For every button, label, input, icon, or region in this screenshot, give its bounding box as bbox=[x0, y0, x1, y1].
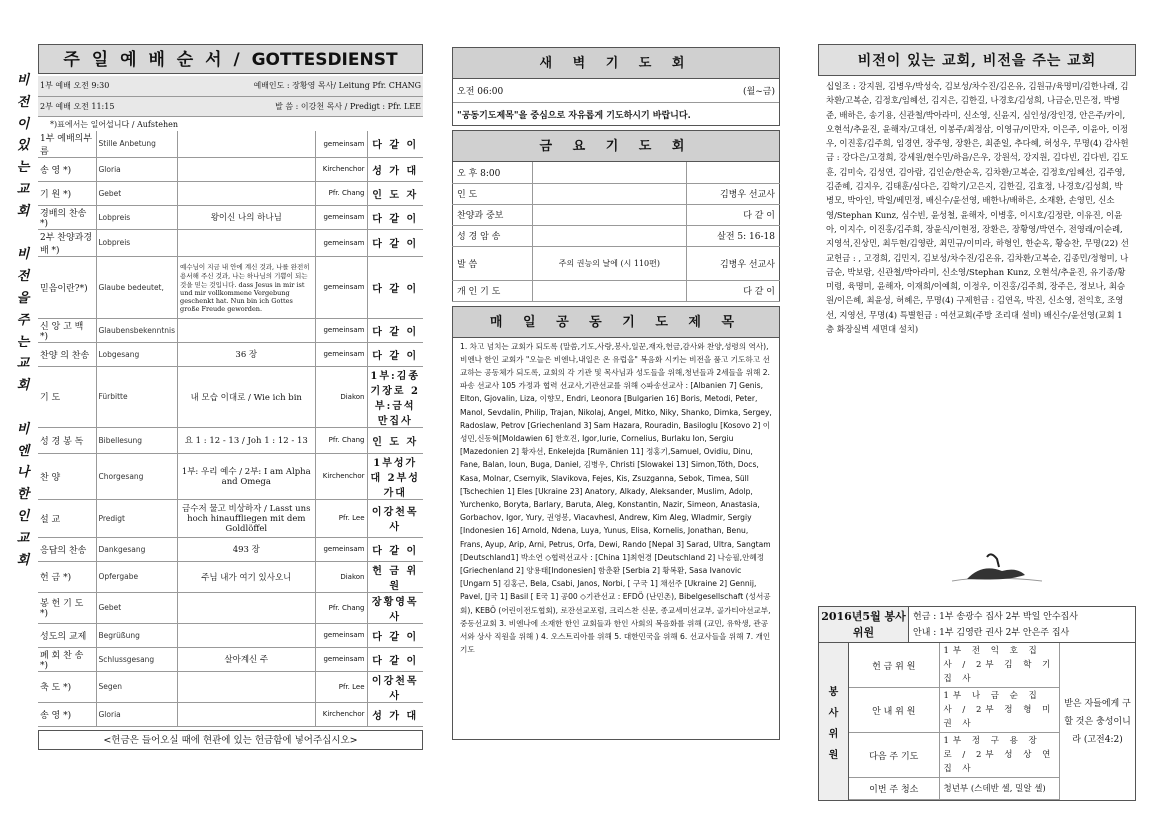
duty-table bbox=[849, 643, 1059, 800]
service-who: gemeinsam bbox=[315, 623, 367, 647]
dawn-days: (월~금) bbox=[743, 87, 775, 97]
friday-cell: 성 경 암 송 bbox=[453, 225, 533, 246]
service-person: 성 가 대 bbox=[367, 702, 423, 726]
service-row bbox=[38, 157, 423, 181]
service-name: 응답의 찬송 bbox=[38, 537, 96, 561]
friday-cell: 다 같 이 bbox=[686, 280, 779, 301]
duty-vchar: 봉 bbox=[828, 686, 839, 698]
service-who: gemeinsam bbox=[315, 647, 367, 671]
service-row bbox=[38, 256, 423, 318]
service-times: 1부 예배 오전 9:30 예배인도 : 장황영 목사/ Leitung Pfr. CHANG 2부 예배 오전 11:15 발 씀 : 이강천 목사 / Predigt : Pfr. LEE bbox=[38, 76, 423, 117]
service-who: Pfr. Chang bbox=[315, 181, 367, 205]
service-name: 경배의 찬송 *) bbox=[38, 205, 96, 229]
worship-order bbox=[38, 44, 423, 750]
vertical-char: 있 bbox=[16, 138, 30, 154]
service-person: 헌 금 위 원 bbox=[367, 561, 423, 592]
duty-roster bbox=[818, 606, 1136, 801]
service-content bbox=[178, 702, 315, 726]
offering-column bbox=[818, 44, 1136, 531]
service-row bbox=[38, 623, 423, 647]
friday-row bbox=[453, 183, 780, 204]
service-person: 다 같 이 bbox=[367, 229, 423, 256]
service-name: 믿음이란?*) bbox=[38, 256, 96, 318]
service-person: 다 같 이 bbox=[367, 537, 423, 561]
service-name: 성도의 교제 bbox=[38, 623, 96, 647]
service-who: Kirchenchor bbox=[315, 157, 367, 181]
vertical-char: 나 bbox=[16, 465, 30, 481]
service-german: Gebet bbox=[96, 592, 178, 623]
service-person: 이강천목사 bbox=[367, 499, 423, 537]
service-person: 다 같 이 bbox=[367, 205, 423, 229]
service-person: 인 도 자 bbox=[367, 181, 423, 205]
service-person: 인 도 자 bbox=[367, 427, 423, 453]
service-content bbox=[178, 131, 315, 158]
friday-cell: 찬양과 중보 bbox=[453, 204, 533, 225]
service-german: Begrüßung bbox=[96, 623, 178, 647]
friday-row bbox=[453, 225, 780, 246]
service-content: 금수저 물고 비상하자 / Lasst uns hoch hinauffliegen mit dem Goldlöffel bbox=[178, 499, 315, 537]
friday-table bbox=[452, 162, 780, 302]
service-who: Pfr. Chang bbox=[315, 592, 367, 623]
service-name: 성 경 봉 독 bbox=[38, 427, 96, 453]
service-german: Segen bbox=[96, 671, 178, 702]
service-content bbox=[178, 157, 315, 181]
friday-cell: 김병우 선교사 bbox=[686, 246, 779, 280]
duty-cell: 헌 금 위 원 bbox=[849, 643, 939, 688]
offering-footer: <헌금은 들어오실 때에 현관에 있는 헌금함에 넣어주십시오> bbox=[38, 730, 423, 750]
stand-note: *)표에서는 일어섭니다 / Aufstehen bbox=[50, 119, 178, 129]
dawn-time: 오전 06:00 bbox=[457, 87, 504, 97]
duty-row bbox=[849, 733, 1059, 778]
vertical-char: 을 bbox=[16, 290, 30, 306]
service-row bbox=[38, 318, 423, 342]
friday-cell bbox=[686, 162, 779, 183]
service-name: 설 교 bbox=[38, 499, 96, 537]
service-who: gemeinsam bbox=[315, 537, 367, 561]
service-german: Gebet bbox=[96, 181, 178, 205]
service-who: gemeinsam bbox=[315, 342, 367, 366]
duty-row bbox=[849, 778, 1059, 800]
vertical-char: 회 bbox=[16, 203, 30, 219]
service-name: 2부 찬양과경배 *) bbox=[38, 229, 96, 256]
friday-cell bbox=[533, 280, 687, 301]
duty-row bbox=[849, 688, 1059, 733]
service-who: Diakon bbox=[315, 366, 367, 427]
service-who: Pfr. Lee bbox=[315, 671, 367, 702]
service-who: gemeinsam bbox=[315, 205, 367, 229]
friday-cell bbox=[533, 183, 687, 204]
service-name: 찬 양 bbox=[38, 453, 96, 499]
service-person: 성 가 대 bbox=[367, 157, 423, 181]
service-content bbox=[178, 318, 315, 342]
vertical-char: 교 bbox=[16, 356, 30, 372]
duty-verse: 받은 자들에게 구할 것은 충성이니라 (고전4:2) bbox=[1059, 643, 1135, 800]
vertical-char: 비 bbox=[16, 73, 30, 88]
service-person: 이강천목사 bbox=[367, 671, 423, 702]
duty-cell: 1부 나 금 순 집 사 / 2부 정 형 미 권 사 bbox=[939, 688, 1059, 733]
service-name: 송 영 *) bbox=[38, 157, 96, 181]
friday-cell bbox=[533, 204, 687, 225]
friday-row bbox=[453, 280, 780, 301]
service-row bbox=[38, 499, 423, 537]
friday-cell: 인 도 bbox=[453, 183, 533, 204]
service-row bbox=[38, 229, 423, 256]
service-german: Predigt bbox=[96, 499, 178, 537]
service-person: 1부:김종기장로 2부:금석만집사 bbox=[367, 366, 423, 427]
duty-cell: 청년부 (스데반 셀, 밀알 셀) bbox=[939, 778, 1059, 800]
service-name: 축 도 *) bbox=[38, 671, 96, 702]
duty-top-guide: 안내 : 1부 김영란 권사 2부 안은주 집사 bbox=[913, 628, 1070, 638]
friday-row bbox=[453, 204, 780, 225]
vertical-char: 이 bbox=[16, 116, 30, 132]
service-row bbox=[38, 647, 423, 671]
worship-title: 주 일 예 배 순 서 / GOTTESDIENST bbox=[38, 44, 423, 74]
service-name: 봉 헌 기 도 *) bbox=[38, 592, 96, 623]
service-row bbox=[38, 427, 423, 453]
service-content bbox=[178, 671, 315, 702]
duty-top-offering: 헌금 : 1부 송광수 집사 2부 박일 안수집사 bbox=[913, 612, 1078, 622]
vertical-char: 는 bbox=[16, 334, 30, 350]
vertical-char: 회 bbox=[16, 378, 30, 394]
vertical-char: 교 bbox=[16, 181, 30, 197]
friday-cell bbox=[533, 162, 687, 183]
service-row bbox=[38, 366, 423, 427]
friday-cell: 김병우 선교사 bbox=[686, 183, 779, 204]
duty-cell: 안 내 위 원 bbox=[849, 688, 939, 733]
dawn-title: 새 벽 기 도 회 bbox=[452, 47, 780, 79]
service-who: Pfr. Chang bbox=[315, 427, 367, 453]
vertical-char: 한 bbox=[16, 487, 30, 503]
service-german: Schlussgesang bbox=[96, 647, 178, 671]
service-german: Chorgesang bbox=[96, 453, 178, 499]
vertical-char: 전 bbox=[16, 94, 30, 110]
service-row bbox=[38, 131, 423, 158]
vertical-char: 엔 bbox=[16, 443, 30, 459]
duty-row bbox=[849, 643, 1059, 688]
service-german: Stille Anbetung bbox=[96, 131, 178, 158]
service-name: 송 영 *) bbox=[38, 702, 96, 726]
friday-cell: 살전 5: 16-18 bbox=[686, 225, 779, 246]
service-row bbox=[38, 453, 423, 499]
service-who: gemeinsam bbox=[315, 318, 367, 342]
duty-cell: 이번 주 청소 bbox=[849, 778, 939, 800]
service-person: 장황영목사 bbox=[367, 592, 423, 623]
service-who: Kirchenchor bbox=[315, 453, 367, 499]
service-content: 요 1 : 12 - 13 / Joh 1 : 12 - 13 bbox=[178, 427, 315, 453]
service-content: 예수님이 지금 내 안에 계신 것과, 나를 완전히 용서해 주신 것과, 나는 하나님의 기쁨이 되는 것을 믿는 것입니다. dass Jesus in mir ist und mir vollkommene Vergebung geschenkt hat. Nun bin ich Gottes große Freude geworden. bbox=[178, 256, 315, 318]
service-name: 1부 예배의부름 bbox=[38, 131, 96, 158]
service-name: 헌 금 *) bbox=[38, 561, 96, 592]
service-who: Diakon bbox=[315, 561, 367, 592]
service-who: Pfr. Lee bbox=[315, 499, 367, 537]
service-content bbox=[178, 623, 315, 647]
duty-vchar: 사 bbox=[828, 707, 839, 719]
service-content: 493 장 bbox=[178, 537, 315, 561]
service-who: gemeinsam bbox=[315, 229, 367, 256]
service-row bbox=[38, 592, 423, 623]
vertical-char: 회 bbox=[16, 552, 30, 568]
service-row bbox=[38, 205, 423, 229]
service-content: 36 장 bbox=[178, 342, 315, 366]
service-content: 왕이신 나의 하나님 bbox=[178, 205, 315, 229]
service-content bbox=[178, 592, 315, 623]
duty-vchar: 위 bbox=[828, 728, 839, 740]
service-german: Glaube bedeutet, bbox=[96, 256, 178, 318]
service-content: 내 모습 이대로 / Wie ich bin bbox=[178, 366, 315, 427]
service-name: 신 앙 고 백 *) bbox=[38, 318, 96, 342]
daily-prayer-text: 1. 차고 넘치는 교회가 되도록 (말씀,기도,사랑,봉사,일꾼,재자,헌금,감사와 찬양,성령의 역사), 비엔나 한인 교회가 "오늘은 비엔나,내일은 온 유럽을" 복음화 시키는 비전을 품고 기도하고 선교하는 공동체가 되도록, 교회의 각 기관 및 목사님과 성도들을 위해,청년들과 2세들을 위해 2. 파송 선교사 105 가정과 협력 선교사,기관선교를 위해 ◇파송선교사 : [Albanien 7] Genis, Elton, Gjovalin, Liza, 이향모, Endri, Leonora [Bulgarien 16] Boris, Metodi, Peter, Manol, Sevdalin, Philip, Trajan, Nikolaj, Angel, Mitko, Niky, Shanko, Dimka, Sergey, Radoslaw, Petrov [Griechenland 3] Sam Hazara, Rouradin, Basiloglu [Kosovo 2] 이성민,신동혁[Moldawien 6] 한호진, Igor,Iurie, Cornelius, Burlaku Ion, Sergiu [Mazedonien 2] 황자선, Enkelejda [Rumänien 11] 정홍기,Samuel, Ovidiu, Dinu, Fane, Balan, Ioun, Buga, Daniel, 김병우, Christi [Slowakei 13] Simon,Tóth, Docs, Kasa, Molnar, Csernyik, Slavikova, Fejes, Kis, Zsuzganna, Sebok, Timea, Süll [Tschechien 1] Eles [Ukraine 23] Anatory, Alkady, Aleksander, Muslim, Adolp, Yurchenko, Boryta, Barlary, Baruta, Aleg, Konstantin, Nazir, Simeon, Anastasia, Gorbachov, Igor, Yury, 권영봉, Viacavhesl, Andrew, Kim Aleg, Wladmir, Sergiy [Indonesien 16] Arnold, Ndena, Luya, Yunus, Elisa, Kornelis, Jonathan, Benu, Frans, Ayup, Arip, Arni, Petrus, Orfa, Dewi, Rando [Nepal 3] Sarad, Ultra, Sangtam [Deutschland1] 박소연 ◇협력선교사 : [China 1]최현경 [Deutschland 2] 나승필,안혜정 [Griechenland 2] 양용태[Indonesien] 함춘환 [Serbia 2] 황복환, Sasa Ivanovic [Ungarn 5] 김홍근, Bela, Csabi, Janos, Norbi, [ 구국 1] 채선주 [Ukraine 2] Gennij, Pavel, [J국 1] Basil [ E국 1] 공00 ◇기관선교 : EFDÖ (난민촌), Bibelgesellschaft (성서공회), KEBÖ (어린이전도협회), 로잔선교포럼, 크리스찬 신문, 종교세미선교부, 골가티아선교부, 중동선교회 3. 비엔나에 소재한 한인 교회들과 한인 사회의 복음화를 위해 (교민, 유학생, 관공서와 상사 직원을 위해 ) 4. 오스트리아를 위해 5. 대한민국을 위해 6. 선교사들을 위해 7. 개인기도 bbox=[452, 338, 780, 740]
vertical-motto bbox=[14, 70, 32, 571]
service-german: Fürbitte bbox=[96, 366, 178, 427]
friday-cell bbox=[533, 225, 687, 246]
offering-text: 십일조 : 강지원, 김병우/박성숙, 김보성/차수진/김온유, 김원규/육명미/김한나래, 김차환/고복순, 김정호/임혜선, 김지은, 김한길, 나경호/김성희, 나금순,민은정, 박병준, 배하은, 송기용, 신관철/박아라미, 신소영, 신윤지, 심인성/장인경, 안은주/카이, 오현석/추윤진, 윤해자/고대선, 이봉주/최정삼, 이영규/이만자, 이은주, 이윤아, 이정우, 이진홍/김주희, 임경연, 장주영, 장환은, 최준일, 추다혜, 허성우, 무명(4) 감사헌금 : 강다은/고경희, 강세원/현수민/하음/은우, 강원석, 강지원, 김다빈, 김다빈, 김도훈, 김미숙, 김성연, 김아람, 김인순/한순옥, 김차환/고복순, 김정호/임혜선, 김주영, 김준혜, 김지우, 김태훈/심다은, 김학기/고은지, 김한길, 김효정, 나경호/김성희, 박병모, 박아인, 박일/베민정, 배신수/윤선영, 배한나/배하은, 소재환, 손영민, 신소영/Stephan Kunz, 심수빈, 윤성철, 윤해자, 이병홍, 이시호/김정란, 이유진, 이윤아, 이지수, 이진홍/김주희, 장윤식/이현정, 장환은, 장황영/박연수, 전영래/이순례, 지영석,진상민, 최두현/김영란, 최민규/이미라, 하형인, 한순옥, 황승찬, 무명(22) 선교헌금 : , 고경희, 김민지, 김보성/차수진/김온유, 김차환/고복순, 김종민/정형미, 나금순, 박보람, 신관철/박아라미, 신소영/Stephan Kunz, 오현석/추윤진, 유기종/황미령, 육명미, 윤해자, 이재희/이예희, 이정우, 이진홍/김주희, 장주은, 정보나, 최승원/이은혜, 최윤성, 허혜은, 무명(4) 구제헌금 : 김연옥, 박진, 신소영, 전익호, 조영선, 지영선, 무명(4) 특별헌금 : 여선교회(주방 조리대 설비) 배신수/윤선영(교회 1층 화장실벽 세면대 설치) bbox=[826, 81, 1129, 335]
friday-title: 금 요 기 도 회 bbox=[452, 130, 780, 162]
service-german: Opfergabe bbox=[96, 561, 178, 592]
service-german: Lobpreis bbox=[96, 229, 178, 256]
service-german: Dankgesang bbox=[96, 537, 178, 561]
duty-vchar: 원 bbox=[828, 749, 839, 761]
service-content: 1부: 우리 예수 / 2부: I am Alpha and Omega bbox=[178, 453, 315, 499]
offering-head: 비전이 있는 교회, 비전을 주는 교회 bbox=[818, 44, 1136, 76]
service-name: 찬양 의 찬송 bbox=[38, 342, 96, 366]
service-german: Lobgesang bbox=[96, 342, 178, 366]
friday-cell: 오 후 8:00 bbox=[453, 162, 533, 183]
service-content: 주님 내가 여기 있사오니 bbox=[178, 561, 315, 592]
service-person: 다 같 이 bbox=[367, 623, 423, 647]
dawn-note: "공동기도제목"을 중심으로 자유롭게 기도하시기 바랍니다. bbox=[457, 110, 691, 121]
service-person: 다 같 이 bbox=[367, 318, 423, 342]
service-content: 살아계신 주 bbox=[178, 647, 315, 671]
service-person: 다 같 이 bbox=[367, 647, 423, 671]
service-name: 폐 회 찬 송 *) bbox=[38, 647, 96, 671]
duty-cell: 1부 정 구 용 장 로 / 2부 성 상 연 집 사 bbox=[939, 733, 1059, 778]
vertical-char: 주 bbox=[16, 312, 30, 328]
service-row bbox=[38, 537, 423, 561]
service-row bbox=[38, 181, 423, 205]
service-german: Glaubensbekenntnis bbox=[96, 318, 178, 342]
duty-vertical-label bbox=[819, 643, 849, 800]
sleeping-figure-illustration bbox=[947, 545, 1047, 585]
service-row bbox=[38, 671, 423, 702]
service-person: 1부성가대 2부성가대 bbox=[367, 453, 423, 499]
friday-cell: 발 씀 bbox=[453, 246, 533, 280]
service-row bbox=[38, 702, 423, 726]
friday-cell: 개 인 기 도 bbox=[453, 280, 533, 301]
service-name: 기 도 bbox=[38, 366, 96, 427]
service-who: gemeinsam bbox=[315, 131, 367, 158]
vertical-char: 는 bbox=[16, 160, 30, 176]
service-name: 기 원 *) bbox=[38, 181, 96, 205]
service-content bbox=[178, 229, 315, 256]
friday-row bbox=[453, 162, 780, 183]
service-content bbox=[178, 181, 315, 205]
vertical-char: 교 bbox=[16, 530, 30, 546]
service-german: Gloria bbox=[96, 157, 178, 181]
service-who: gemeinsam bbox=[315, 256, 367, 318]
duty-cell: 다음 주 기도 bbox=[849, 733, 939, 778]
vertical-char: 전 bbox=[16, 269, 30, 285]
service-german: Gloria bbox=[96, 702, 178, 726]
prayer-column bbox=[452, 47, 780, 740]
daily-title: 매 일 공 동 기 도 제 목 bbox=[452, 306, 780, 338]
service-person: 다 같 이 bbox=[367, 131, 423, 158]
vertical-char: 비 bbox=[16, 247, 30, 263]
service-row bbox=[38, 342, 423, 366]
duty-head: 2016년5월 봉사위원 bbox=[819, 607, 909, 642]
service-who: Kirchenchor bbox=[315, 702, 367, 726]
friday-cell: 주의 권능의 날에 (시 110편) bbox=[533, 246, 687, 280]
vertical-char: 인 bbox=[16, 508, 30, 524]
service-person: 다 같 이 bbox=[367, 256, 423, 318]
vertical-char: 비 bbox=[16, 421, 30, 437]
duty-cell: 1부 전 익 호 집 사 / 2부 김 학 기 집 사 bbox=[939, 643, 1059, 688]
friday-cell: 다 같 이 bbox=[686, 204, 779, 225]
service-german: Bibellesung bbox=[96, 427, 178, 453]
service-person: 다 같 이 bbox=[367, 342, 423, 366]
service-row bbox=[38, 561, 423, 592]
service-german: Lobpreis bbox=[96, 205, 178, 229]
friday-row bbox=[453, 246, 780, 280]
service-table bbox=[38, 131, 423, 727]
